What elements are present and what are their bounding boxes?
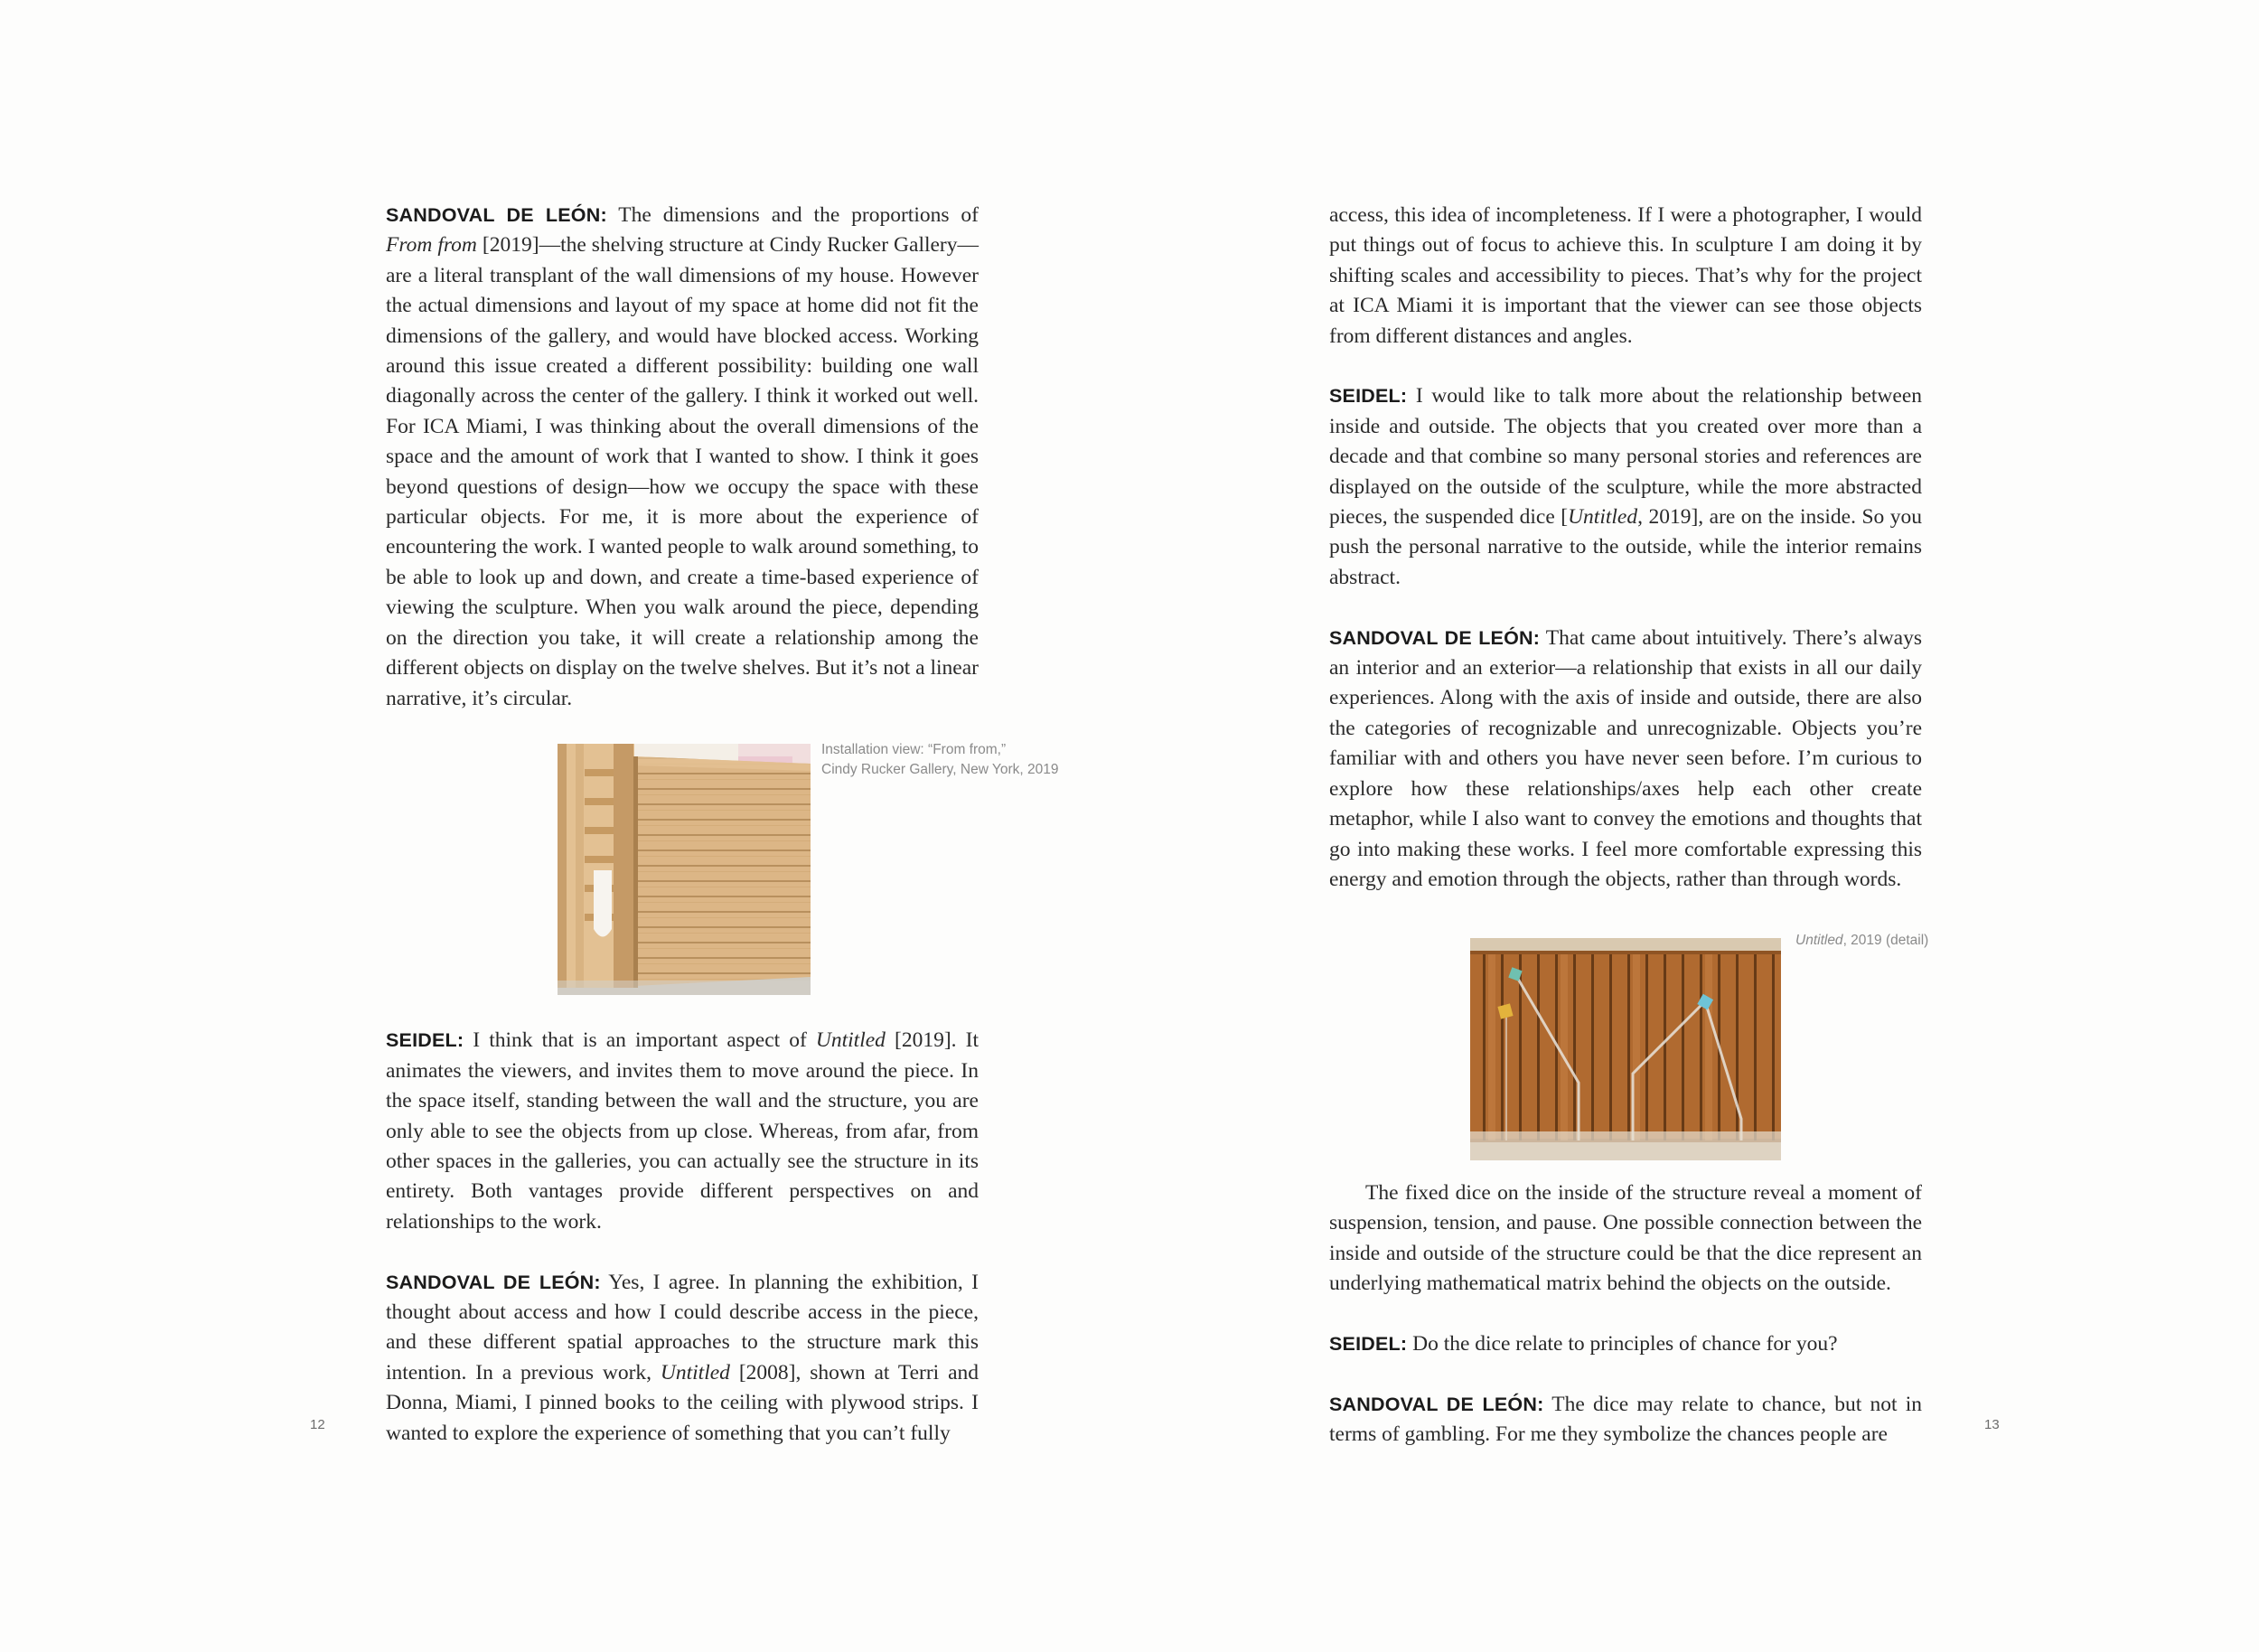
- caption-line: Cindy Rucker Gallery, New York, 2019: [821, 762, 1059, 778]
- speaker-name: SEIDEL:: [1329, 385, 1408, 408]
- paragraph: [386, 1268, 979, 1449]
- right-page: [1130, 0, 2259, 1652]
- paragraph-text: access, this idea of incompleteness. If I were a photographer, I would put things out of focus to achieve this. In sculpture I am doing it by shifting scales and accessibility to pieces. That’s why for the project at ICA Miami it is important that the viewer can see those objects from different distances and angles.: [1329, 203, 1922, 348]
- paragraph: [386, 1026, 979, 1237]
- paragraph-text: Do the dice relate to principles of chance for you?: [1407, 1331, 1838, 1356]
- dice-detail-figure: [1329, 925, 1929, 1148]
- speaker-name: SEIDEL:: [1329, 1332, 1408, 1355]
- paragraph-text: , 2019], are on the inside. So you push the personal narrative to the outside, while the interior remains abstract.: [1329, 505, 1922, 589]
- paragraph-text: [2019]—the shelving structure at Cindy Rucker Gallery—are a literal transplant of the wall dimensions of my house. However the actual dimensions and layout of my space at home did not fit the dimensions of the gallery, and would have blocked access. Working around this issue created a different possibility: building one wall diagonally across the center of the gallery. I think it worked out well. For ICA Miami, I was thinking about the overall dimensions of the space and the amount of work that I wanted to show. I think it goes beyond questions of design—how we occupy the space with these particular objects. For me, it is more about the experience of encountering the work. I wanted people to walk around something, to be able to look up and down, and create a time-based experience of viewing the sculpture. When you walk around the piece, depending on the direction you take, it will create a relationship among the different objects on display on the twelve shelves. But it’s not a linear narrative, it’s circular.: [386, 233, 980, 710]
- paragraph: [1329, 624, 1922, 896]
- right-text-column: [1329, 201, 1929, 1450]
- paragraph: [1329, 201, 1922, 352]
- artwork-title: Untitled: [815, 1028, 886, 1053]
- artwork-title: Untitled: [1568, 505, 1638, 530]
- paragraph-text: I think that is an important aspect of: [464, 1028, 816, 1053]
- page-number: 13: [1984, 1417, 2000, 1432]
- speaker-name: SANDOVAL DE LEÓN:: [1329, 626, 1541, 649]
- paragraph: [1329, 381, 1922, 593]
- paragraph-text: The fixed dice on the inside of the structure reveal a moment of suspension, tension, and pause. One possible connection between the inside and outside of the structure could be that the dice represent an underlying mathematical matrix behind the objects on the outside.: [1329, 1180, 1922, 1295]
- speaker-name: SANDOVAL DE LEÓN:: [386, 204, 607, 226]
- paragraph: [1329, 1329, 1922, 1359]
- paragraph-text: That came about intuitively. There’s always an interior and an exterior—a relationship that exists in all our daily experiences. Along with the axis of inside and outside, there are also the categories of recognizable and unrecognizable. Objects you’re familiar with and others you have never seen before. I’m curious to explore how these relationships/axes help each other create metaphor, while I also want to convey the emotions and thoughts that go into making these works. I feel more comfortable expressing this energy and emotion through the objects, rather than through words.: [1329, 625, 1922, 891]
- caption-text: , 2019 (detail): [1842, 932, 1929, 948]
- figure-caption: [1795, 931, 1928, 951]
- caption-title: Untitled: [1795, 932, 1843, 948]
- paragraph-text: [2008], shown at Terri and Donna, Miami, I pinned books to the ceiling with plywood strips. I wanted to explore the experience of something that you can’t fully: [386, 1360, 979, 1445]
- paragraph-text: The dimensions and the proportions of: [606, 203, 979, 227]
- paragraph-text: I would like to talk more about the relationship between inside and outside. The objects that you created over more than a decade and that combine so many personal stories and references are displayed on the outside of the sculpture, while the more abstracted pieces, the suspended dice [: [1329, 384, 1922, 530]
- artwork-title: Untitled: [660, 1360, 730, 1384]
- paragraph: [386, 201, 979, 714]
- left-text-column: [386, 201, 1059, 1449]
- caption-line: Installation view: “From from,”: [821, 742, 1007, 758]
- dice-detail-photo: [1470, 938, 1781, 1160]
- page-number: 12: [310, 1417, 325, 1432]
- paragraph-text: [2019]. It animates the viewers, and invites them to move around the piece. In the space itself, standing between the wall and the structure, you are only able to see the objects from up close. Whereas, from afar, from other spaces in the galleries, you can actually see the structure in its entirety. Both vantages provide different perspectives on and relationships to the work.: [386, 1028, 979, 1234]
- paragraph-text: Yes, I agree. In planning the exhibition, I thought about access and how I could describe access in the piece, and these different spatial approaches to the structure mark this intention. In a previous work,: [386, 1270, 979, 1384]
- paragraph-text: The dice may relate to chance, but not in terms of gambling. For me they symbolize the chances people are: [1329, 1392, 1922, 1446]
- paragraph: [1329, 1178, 1922, 1300]
- figure-caption: [821, 740, 1058, 780]
- paragraph: [1329, 1390, 1922, 1450]
- installation-figure: [386, 742, 1059, 999]
- artwork-title: From from: [386, 233, 477, 258]
- speaker-name: SANDOVAL DE LEÓN:: [386, 1271, 601, 1293]
- speaker-name: SANDOVAL DE LEÓN:: [1329, 1393, 1544, 1415]
- speaker-name: SEIDEL:: [386, 1029, 464, 1052]
- installation-photo: [558, 744, 811, 995]
